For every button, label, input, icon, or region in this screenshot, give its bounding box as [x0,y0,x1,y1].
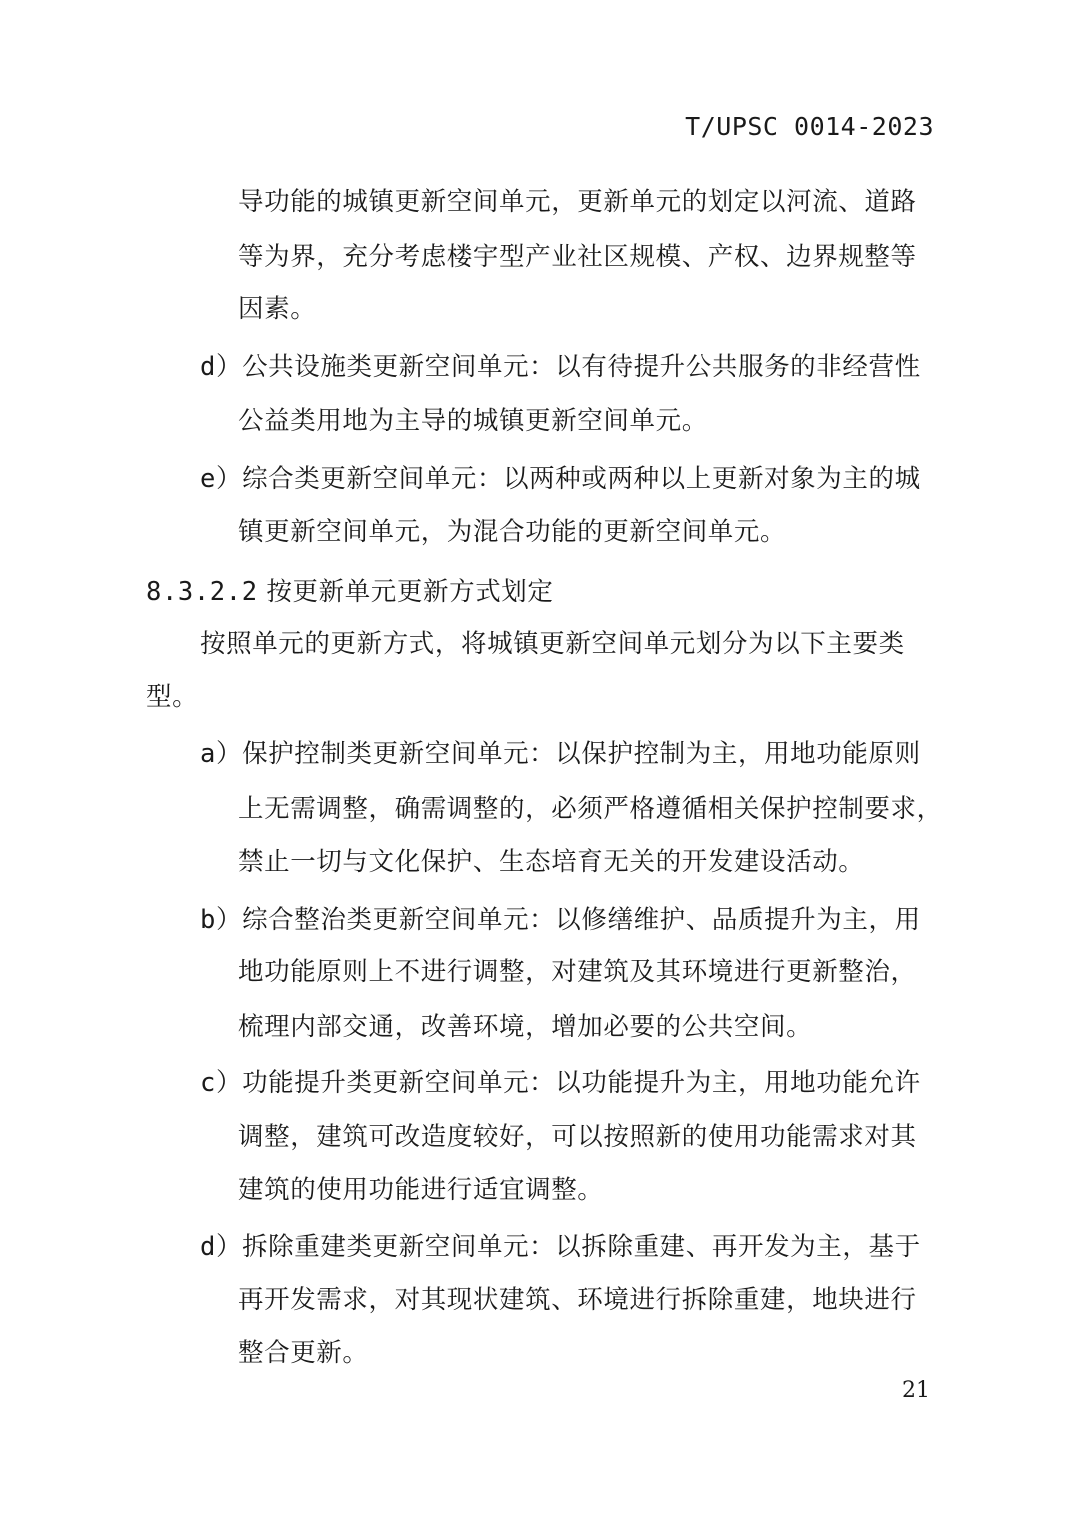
list-item-text: 再开发需求，对其现状建筑、环境进行拆除重建，地块进行 [238,1285,917,1315]
list-item-text: 综合整治类更新空间单元：以修缮维护、品质提升为主，用 [242,905,921,935]
document-code-header: T/UPSC 0014-2023 [685,112,934,141]
list-item-function-upgrade [200,1066,921,1100]
list-item-text: 梳理内部交通，改善环境，增加必要的公共空间。 [238,1012,813,1042]
section-heading [146,575,554,609]
list-item-text: 镇更新空间单元，为混合功能的更新空间单元。 [238,517,787,547]
list-item-label: b） [200,905,243,935]
list-item-public-facilities [200,350,921,384]
section-title: 按更新单元更新方式划定 [266,577,554,607]
section-number: 8.3.2.2 [146,577,258,607]
list-item-label: d） [200,352,243,382]
continuation-line: 导功能的城镇更新空间单元，更新单元的划定以河流、道路 [238,187,917,217]
list-item-text: 建筑的使用功能进行适宜调整。 [238,1175,604,1205]
continuation-line: 因素。 [238,294,317,324]
list-item-text: 整合更新。 [238,1338,369,1368]
list-item-label: d） [200,1232,243,1262]
list-item-text: 地功能原则上不进行调整，对建筑及其环境进行更新整治， [238,957,917,987]
list-item-text: 拆除重建类更新空间单元：以拆除重建、再开发为主，基于 [242,1232,921,1262]
list-item-text: 上无需调整，确需调整的，必须严格遵循相关保护控制要求， [238,794,943,824]
list-item-label: e） [200,464,243,494]
list-item-text: 公共设施类更新空间单元：以有待提升公共服务的非经营性 [242,352,921,382]
list-item-comprehensive-renovation [200,903,921,937]
list-item-label: c） [200,1068,243,1098]
list-item-comprehensive [200,462,921,496]
intro-line: 按照单元的更新方式，将城镇更新空间单元划分为以下主要类 [200,629,905,659]
list-item-text: 保护控制类更新空间单元：以保护控制为主，用地功能原则 [242,739,921,769]
list-item-demolition-rebuild [200,1230,921,1264]
page-number: 21 [902,1378,930,1403]
list-item-label: a） [200,739,243,769]
list-item-text: 调整，建筑可改造度较好，可以按照新的使用功能需求对其 [238,1122,917,1152]
list-item-text: 禁止一切与文化保护、生态培育无关的开发建设活动。 [238,847,865,877]
intro-line: 型。 [146,682,199,712]
list-item-text: 功能提升类更新空间单元：以功能提升为主，用地功能允许 [242,1068,921,1098]
continuation-line: 等为界，充分考虑楼宇型产业社区规模、产权、边界规整等 [238,242,917,272]
list-item-text: 公益类用地为主导的城镇更新空间单元。 [238,406,708,436]
list-item-text: 综合类更新空间单元：以两种或两种以上更新对象为主的城 [242,464,921,494]
list-item-protection-control [200,737,921,771]
